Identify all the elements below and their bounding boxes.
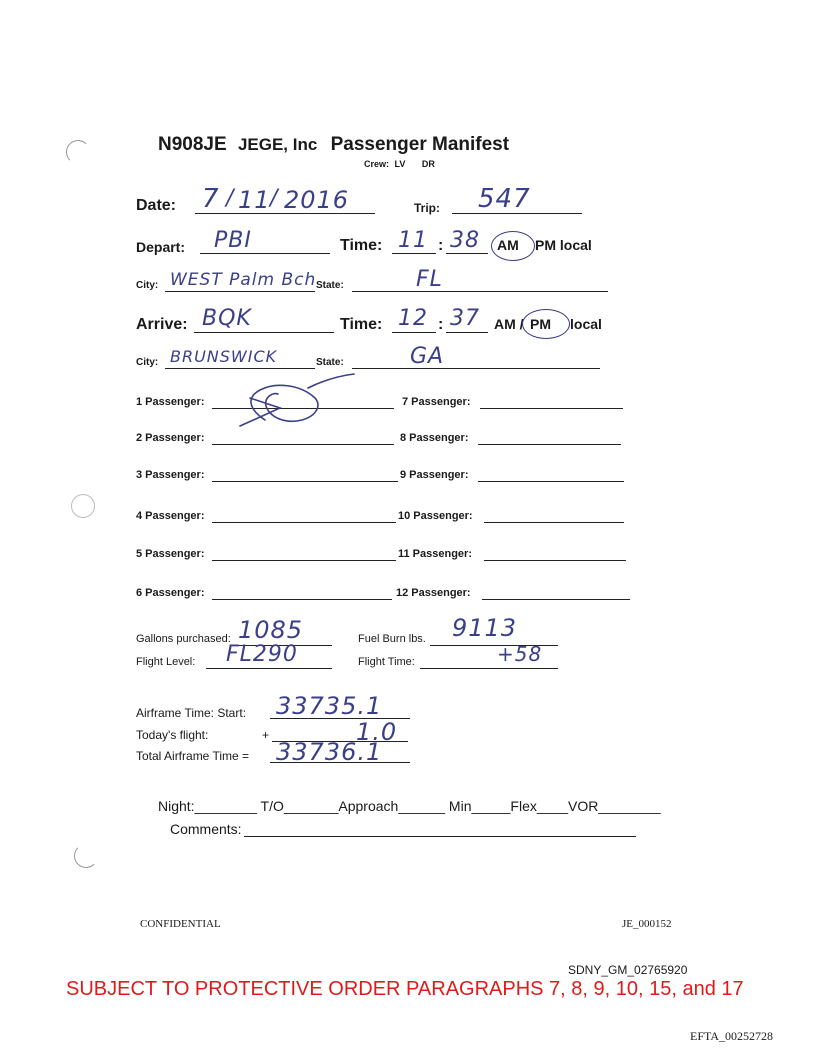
fuel-burn-value: 9113 [452,614,518,642]
passenger-12-line [482,599,630,600]
min-label: Min [448,798,472,814]
passenger-6-line [212,599,392,600]
arrive-minute: 37 [450,306,480,331]
arrive-label: Arrive: [136,316,188,333]
arrive-am: AM / [494,316,524,332]
flight-time-value: +58 [497,642,543,666]
flight-time-label: Flight Time: [358,656,415,668]
total-airframe-label: Total Airframe Time = [136,749,250,763]
flex-label: Flex [510,798,537,814]
depart-city-label: City: [136,280,159,291]
passenger-8-line [478,444,621,445]
flight-time-underline [420,668,558,669]
passenger-8-label: 8 Passenger: [400,432,469,444]
passenger-5-line [212,560,396,561]
comments-underline [244,836,636,837]
passenger-4-label: 4 Passenger: [136,510,205,522]
to-label: T/O [260,798,284,814]
arrive-state-underline [352,368,600,369]
arrive-pm: PM [530,316,551,332]
passenger-1-label: 1 Passenger: [136,396,205,408]
trip-label: Trip: [414,201,440,215]
arrive-time-colon: : [438,316,444,333]
arrive-min-underline [446,332,488,333]
todays-flight-label: Today's flight: [136,728,209,742]
passenger-11-line [484,560,626,561]
flex-blank: ____ [536,798,569,814]
arrive-local: local [570,316,602,332]
arrive-underline [194,332,334,333]
depart-hour-underline [392,253,436,254]
arrive-state: GA [410,344,445,369]
night-row [158,798,661,814]
passenger-12-label: 12 Passenger: [396,587,471,599]
depart-hour: 11 [398,228,428,253]
gallons-label: Gallons purchased: [136,633,231,645]
date-sep-2: / [270,186,279,211]
vor-blank: ________ [598,798,661,814]
company-name: JEGE, Inc [237,135,318,154]
passenger-9-label: 9 Passenger: [400,469,469,481]
passenger-11-label: 11 Passenger: [398,548,472,560]
approach-blank: ______ [398,798,446,814]
comments-label: Comments: [170,821,242,837]
arrive-time-label: Time: [340,316,383,333]
to-blank: _______ [283,798,339,814]
min-blank: _____ [471,798,511,814]
passenger-3-label: 3 Passenger: [136,469,205,481]
signature-scribble [220,370,360,430]
depart-state-label: State: [316,280,344,291]
efta-number: EFTA_00252728 [690,1029,774,1043]
passenger-2-line [212,444,394,445]
date-label: Date: [136,197,177,214]
flight-level-value: FL290 [226,642,298,667]
todays-flight-value: 1.0 [356,718,398,746]
depart-underline [200,253,330,254]
date-day: 11 [238,186,271,214]
flight-level-label: Flight Level: [136,656,196,668]
crew-member-1: LV [394,159,406,169]
confidential-mark: CONFIDENTIAL [140,918,221,930]
depart-state-underline [352,291,608,292]
date-year: 2016 [284,186,350,214]
passenger-2-label: 2 Passenger: [136,432,205,444]
depart-city: WEST Palm Bch [170,270,317,290]
depart-am: AM [497,237,519,253]
passenger-5-label: 5 Passenger: [136,548,205,560]
depart-time-colon: : [438,237,444,254]
date-sep-1: / [226,186,235,211]
airframe-start-label: Airframe Time: Start: [136,706,247,720]
crew-member-2: DR [421,159,435,169]
depart-state: FL [416,267,443,292]
document-id: JE_000152 [622,918,672,930]
arrive-city-label: City: [136,357,159,368]
arrive-state-label: State: [316,357,344,368]
night-label: Night: [158,798,195,814]
arrive-city: BRUNSWICK [170,347,278,366]
airframe-start-value: 33735.1 [276,692,383,720]
binder-hole-middle [71,494,95,518]
flight-level-underline [206,668,332,669]
date-month: 7 [202,184,220,214]
passenger-9-line [478,481,624,482]
depart-code: PBI [214,228,252,253]
arrive-code: BQK [202,306,252,331]
passenger-10-label: 10 Passenger: [398,510,473,522]
protective-order-stamp: SUBJECT TO PROTECTIVE ORDER PARAGRAPHS 7, 8, 9, 10, 15, and 17 [66,978,744,1000]
bates-number: SDNY_GM_02765920 [568,963,688,977]
passenger-6-label: 6 Passenger: [136,587,205,599]
night-blank: ________ [194,798,257,814]
depart-minute: 38 [450,228,480,253]
binder-hole-top [66,140,90,164]
depart-label: Depart: [136,239,186,255]
form-header [158,134,509,156]
trip-number: 547 [478,184,531,214]
depart-time-label: Time: [340,237,383,254]
crew-line [364,159,435,169]
depart-pm-local: PM local [535,237,592,253]
fuel-burn-label: Fuel Burn lbs. [358,633,426,645]
tail-number: N908JE [158,134,227,155]
passenger-10-line [484,522,624,523]
passenger-7-line [480,408,623,409]
crew-label: Crew: [364,159,390,169]
form-title: Passenger Manifest [330,134,510,155]
depart-min-underline [446,253,488,254]
binder-hole-bottom [74,844,98,868]
passenger-7-label: 7 Passenger: [402,396,471,408]
arrive-city-underline [165,368,315,369]
arrive-hour: 12 [398,306,428,331]
total-airframe-value: 33736.1 [276,738,383,766]
gallons-value: 1085 [238,616,304,644]
depart-city-underline [165,291,315,292]
passenger-4-line [212,522,396,523]
passenger-3-line [212,481,398,482]
vor-label: VOR [568,798,599,814]
arrive-hour-underline [392,332,436,333]
approach-label: Approach [338,798,399,814]
todays-flight-plus: + [262,728,270,742]
